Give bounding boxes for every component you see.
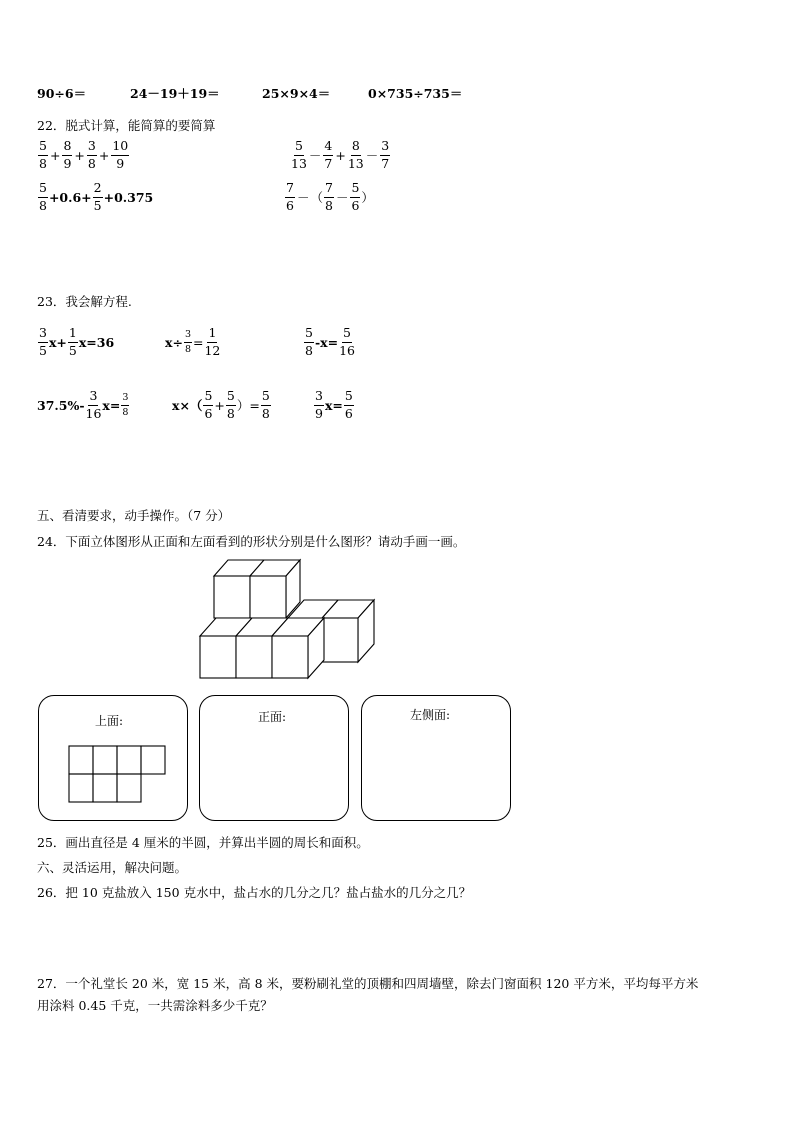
oral-calc-2: 24－19＋19＝ <box>130 86 220 101</box>
top-view-box <box>38 695 188 821</box>
question-25: 25．画出直径是 4 厘米的半圆，并算出半圆的周长和面积。 <box>37 835 369 850</box>
section-6-heading: 六、灵活运用，解决问题。 <box>37 860 188 875</box>
front-view-box[interactable] <box>199 695 349 821</box>
question-27-line-2: 用涂料 0.45 千克，一共需涂料多少千克？ <box>37 998 273 1013</box>
question-23-title: 23．我会解方程. <box>37 294 132 309</box>
left-view-label: 左侧面: <box>410 708 451 722</box>
question-24-title: 24．下面立体图形从正面和左面看到的形状分别是什么图形？请动手画一画。 <box>37 534 466 549</box>
q22-expression-2: $\frac{5}{13}$ － $\frac{4}{7}$ + $\frac{8}{13}$ － $\frac{3}{7}$ <box>291 138 390 171</box>
question-27-line-1: 27．一个礼堂长 20 米，宽 15 米，高 8 米，要粉刷礼堂的顶棚和四周墙壁，除去门窗面积 120 平方米，平均每平方米 <box>37 976 699 991</box>
q22-expression-3: $\frac{5}{8}$ +0.6+ $\frac{2}{5}$ +0.375 <box>39 180 154 213</box>
q23-equation-5: x×（ $\frac{5}{6}$ + $\frac{5}{8}$ ）= $\frac{5}{8}$ <box>172 388 270 421</box>
oral-calc-3: 25×9×4＝ <box>262 86 331 101</box>
cube-solid-figure <box>196 556 378 682</box>
q23-equation-2: x÷ $\frac{3}{8}$ = $\frac{1}{12}$ <box>165 325 221 358</box>
front-cube-3 <box>272 618 324 678</box>
q23-equation-3: $\frac{5}{8}$ -x= $\frac{5}{16}$ <box>305 325 355 358</box>
oral-calc-1: 90÷6＝ <box>37 86 87 101</box>
top-cube-2 <box>250 560 300 618</box>
q22-expression-4: $\frac{7}{6}$ － （ $\frac{7}{8}$ － $\frac{5}{6}$ ） <box>286 180 374 213</box>
front-view-label: 正面: <box>258 710 287 724</box>
q22-expression-1: $\frac{5}{8}$ + $\frac{8}{9}$ + $\frac{3}{8}$ + $\frac{10}{9}$ <box>39 138 129 171</box>
oral-calc-4: 0×735÷735＝ <box>368 86 463 101</box>
q23-equation-4: 37.5%- $\frac{3}{16}$ x= $\frac{3}{8}$ <box>37 388 129 421</box>
question-26: 26．把 10 克盐放入 150 克水中，盐占水的几分之几？盐占盐水的几分之几？ <box>37 885 472 900</box>
top-view-label: 上面: <box>95 714 124 728</box>
question-22-title: 22．脱式计算，能简算的要简算 <box>37 118 216 133</box>
q23-equation-6: $\frac{3}{9}$ x= $\frac{5}{6}$ <box>315 388 353 421</box>
section-5-heading: 五、看清要求，动手操作。（7 分） <box>37 508 231 523</box>
top-view-grid <box>67 744 169 804</box>
left-view-box[interactable] <box>361 695 511 821</box>
q23-equation-1: $\frac{3}{5}$ x+ $\frac{1}{5}$ x=36 <box>39 325 115 358</box>
